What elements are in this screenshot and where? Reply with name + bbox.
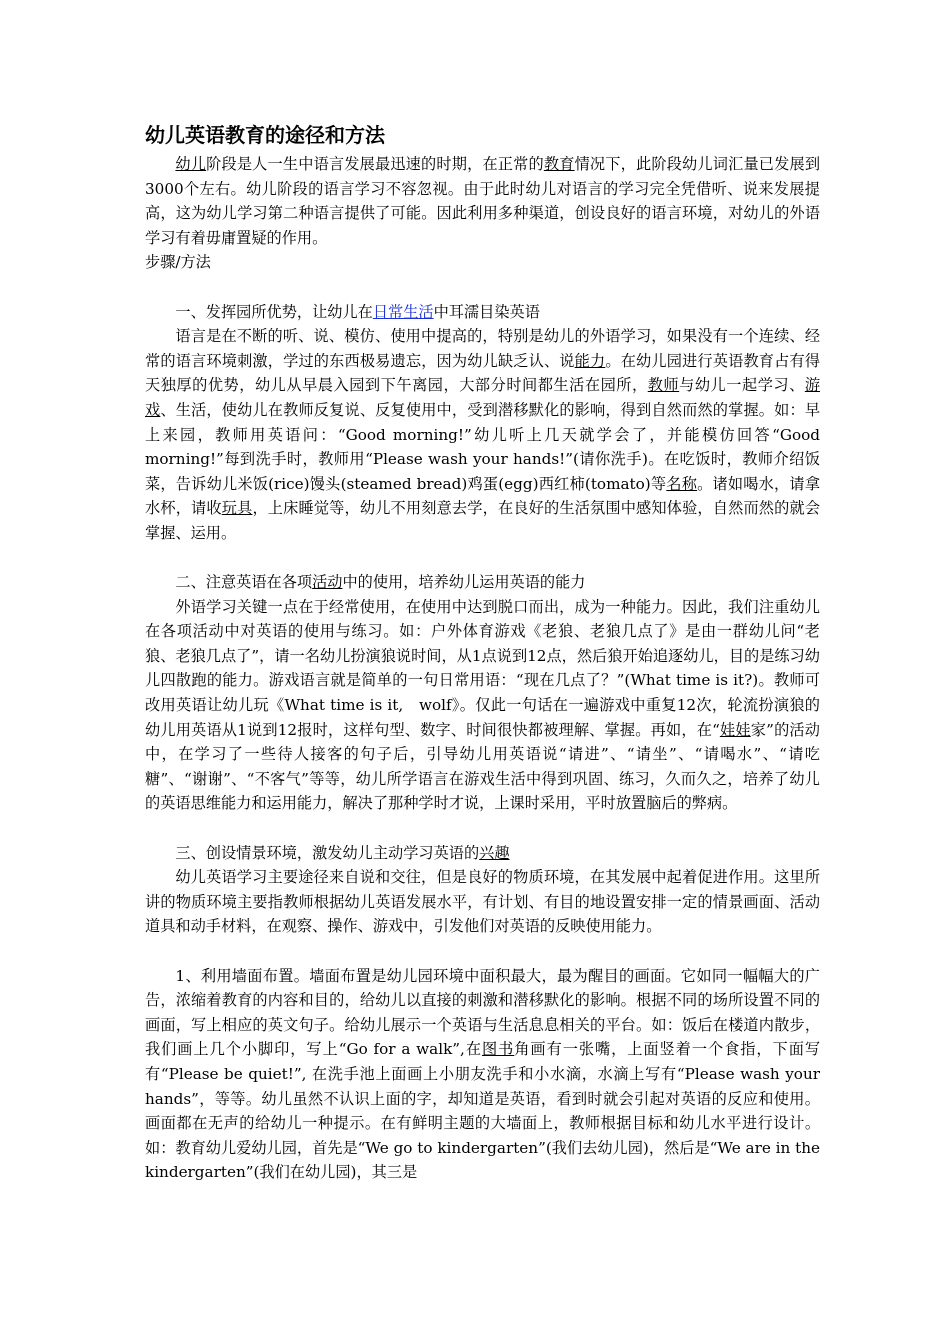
link-xingqu[interactable]: 兴趣 xyxy=(479,843,510,862)
link-jiaoshi[interactable]: 教师 xyxy=(647,376,680,395)
section2-text-2: 家”的活动中，在学习了一些待人接客的句子后，引导幼儿用英语说“请进”、“请坐”、“请喝水”、“请吃糖”、“谢谢”、“不客气”等等，幼儿所学语言在游戏生活中得到巩固、练习，久而久之，培养了幼儿的英语思维能力和运用能力，解决了那种学时才说，上课时采用，平时放置脑后的弊病。 xyxy=(145,720,820,813)
item1-paragraph xyxy=(145,964,820,1185)
spacer xyxy=(145,939,820,964)
section1-heading-text-2: 中耳濡目染英语 xyxy=(433,302,540,321)
link-youxi[interactable]: 游戏 xyxy=(145,376,821,419)
section1-heading-text-1: 一、发挥园所优势，让幼儿在 xyxy=(175,302,373,321)
link-jiaoyu[interactable]: 教育 xyxy=(543,155,575,173)
document-title: 幼儿英语教育的途径和方法 xyxy=(145,123,385,147)
section1-paragraph xyxy=(145,324,820,545)
section3-paragraph: 幼儿英语学习主要途径来自说和交往，但是良好的物质环境，在其发展中起着促进作用。这里所讲的物质环境主要指教师根据幼儿英语发展水平，有计划、有目的地设置安排一定的情景画面、活动道具和动手材料，在观察、操作、游戏中，引发他们对英语的反映使用能力。 xyxy=(145,868,820,936)
link-wanju[interactable]: 玩具 xyxy=(221,499,253,518)
link-youer[interactable]: 幼儿 xyxy=(175,155,207,173)
intro-text-2: 情况下，此阶段幼儿词汇量已发展到3000个左右。幼儿阶段的语言学习不容忽视。由于此时幼儿对语言的学习完全凭借听、说来发展提高，这为幼儿学习第二种语言提供了可能。因此利用多种渠道，创设良好的语言环境，对幼儿的外语学习有着毋庸置疑的作用。 xyxy=(145,155,821,247)
link-wawa[interactable]: 娃娃 xyxy=(719,720,751,739)
section1-text-3: 与幼儿一起学习、 xyxy=(679,376,805,395)
link-nengli[interactable]: 能力 xyxy=(574,351,606,370)
section1-text-2: 。在幼儿园进行英语教育占有得天独厚的优势，幼儿从早晨入园到下午离园，大部分时间都生活在园所， xyxy=(145,351,821,395)
spacer xyxy=(145,816,820,841)
section3-heading xyxy=(145,841,820,866)
section2-paragraph xyxy=(145,595,820,816)
section3-heading-text-1: 三、创设情景环境，激发幼儿主动学习英语的 xyxy=(175,843,480,862)
steps-label: 步骤/方法 xyxy=(145,253,211,272)
section2-heading xyxy=(145,570,820,595)
item1-text-2: 角画有一张嘴，上面竖着一个食指，下面写有“Please be quiet!”, 在洗手池上面画上小朋友洗手和小水滴，水滴上写有“Please wash your hands”，等等。幼儿虽然不认识上面的字，却知道是英语，看到时就会引起对英语的反应和使用。画面都在无声的给幼儿一种提示。在有鲜明主题的大墙面上，教师根据目标和幼儿水平进行设计。如：教育幼儿爱幼儿园，首先是“We go to kindergarten”(我们去幼儿园)，然后是“We are in the kindergarten”(我们在幼儿园)，其三是 xyxy=(145,1040,821,1182)
spacer xyxy=(145,275,820,300)
section2-text-1: 外语学习关键一点在于经常使用，在使用中达到脱口而出，成为一种能力。因此，我们注重幼儿在各项活动中对英语的使用与练习。如：户外体育游戏《老狼、老狼几点了》是由一群幼儿问“老狼、老狼几点了”，请一名幼儿扮演狼说时间，从1点说到12点，然后狼开始追逐幼儿，目的是练习幼儿四散跑的能力。游戏语言就是简单的一句日常用语：“现在几点了？”(What time is it?)。教师可改用英语让幼儿玩《What time is it, wolf》。仅此一句话在一遍游戏中重复12次，轮流扮演狼的幼儿用英语从1说到12报时，这样句型、数字、时间很快都被理解、掌握。再如，在“ xyxy=(145,597,821,739)
link-richang-shenghuo[interactable]: 日常生活 xyxy=(372,302,434,321)
section1-heading xyxy=(145,300,820,325)
section1-text-6: ，上床睡觉等，幼儿不用刻意去学，在良好的生活氛围中感知体验，自然而然的就会掌握、运用。 xyxy=(145,499,821,542)
link-huodong[interactable]: 活动 xyxy=(312,573,343,592)
section1-text-1: 语言是在不断的听、说、模仿、使用中提高的，特别是幼儿的外语学习，如果没有一个连续、经常的语言环境刺激，学过的东西极易遗忘，因为幼儿缺乏认、说 xyxy=(145,327,820,370)
section1-text-4: 、生活，使幼儿在教师反复说、反复使用中，受到潜移默化的影响，得到自然而然的掌握。如：早上来园，教师用英语问：“Good morning!”幼儿听上几天就学会了，并能模仿回答“Good morning!”每到洗手时，教师用“Please wash your hands!”(请你洗手)。在吃饭时，教师介绍饭菜，告诉幼儿米饭(rice)馒头(steamed bread)鸡蛋(egg)西红柿(tomato)等 xyxy=(145,400,821,493)
intro-text-1: 阶段是人一生中语言发展最迅速的时期，在正常的 xyxy=(206,155,544,173)
intro-paragraph xyxy=(145,152,820,250)
section2-heading-text-1: 二、注意英语在各项 xyxy=(175,573,313,592)
section2-heading-text-2: 中的使用，培养幼儿运用英语的能力 xyxy=(342,573,586,592)
section1-text-5: 。诸如喝水，请拿水杯，请收 xyxy=(145,474,820,518)
item1-text-1: 1、利用墙面布置。墙面布置是幼儿园环境中面积最大，最为醒目的画面。它如同一幅幅大的广告，浓缩着教育的内容和目的，给幼儿以直接的刺激和潜移默化的影响。根据不同的场所设置不同的画面，写上相应的英文句子。给幼儿展示一个英语与生活息息相关的平台。如：饭后在楼道内散步，我们画上几个小脚印，写上“Go for a walk”,在 xyxy=(145,966,820,1059)
link-tushu[interactable]: 图书 xyxy=(481,1040,515,1059)
link-mingcheng[interactable]: 名称 xyxy=(666,474,698,493)
spacer xyxy=(145,546,820,571)
